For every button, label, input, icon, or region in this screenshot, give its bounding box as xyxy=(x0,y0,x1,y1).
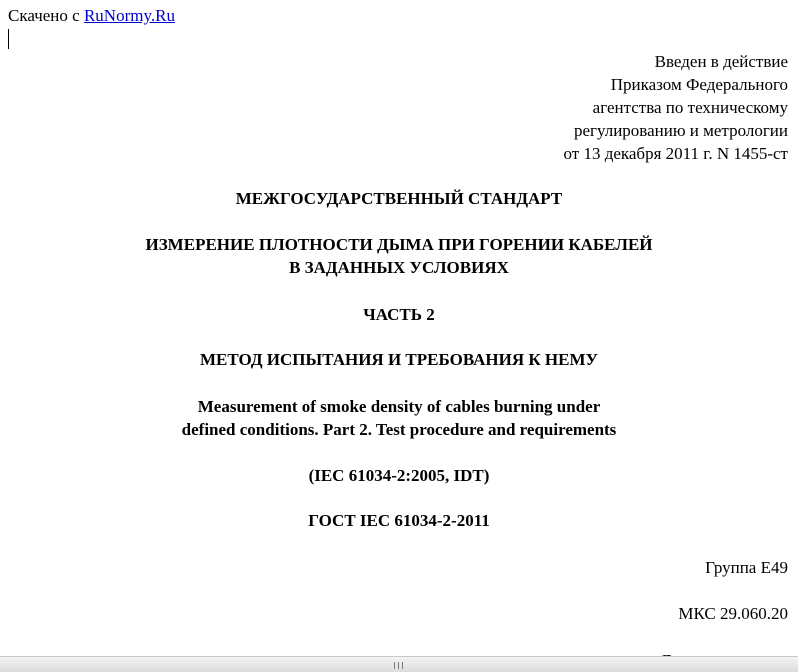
source-link[interactable]: RuNormy.Ru xyxy=(83,6,175,25)
title-ru-line1: ИЗМЕРЕНИЕ ПЛОТНОСТИ ДЫМА ПРИ ГОРЕНИИ КАБЕЛЕЙ xyxy=(145,235,653,254)
text-caret xyxy=(8,29,9,49)
enactment-line: Введен в действие xyxy=(654,52,788,71)
enactment-line: Приказом Федерального xyxy=(610,75,788,94)
horizontal-scrollbar[interactable] xyxy=(0,656,798,672)
enactment-line: регулированию и метрологии xyxy=(573,121,788,140)
enactment-line: агентства по техническому xyxy=(592,98,788,117)
download-source-line xyxy=(8,6,175,26)
title-en-line2: defined conditions. Part 2. Test procedure and requirements xyxy=(181,420,617,439)
scrollbar-grip-icon[interactable] xyxy=(394,662,405,669)
title-en-line1: Measurement of smoke density of cables burning under xyxy=(197,397,601,416)
enactment-line: от 13 декабря 2011 г. N 1455-ст xyxy=(563,144,788,163)
classification-group: Группа Е49 xyxy=(705,558,788,577)
title-ru-line2: В ЗАДАННЫХ УСЛОВИЯХ xyxy=(289,258,509,277)
subtitle-ru: МЕТОД ИСПЫТАНИЯ И ТРЕБОВАНИЯ К НЕМУ xyxy=(199,350,599,369)
download-prefix: Скачено с xyxy=(8,6,80,25)
mks-code: МКС 29.060.20 xyxy=(678,604,788,623)
iec-reference: (IEC 61034-2:2005, IDT) xyxy=(308,466,490,485)
standard-type: МЕЖГОСУДАРСТВЕННЫЙ СТАНДАРТ xyxy=(235,189,563,208)
part-number: ЧАСТЬ 2 xyxy=(363,305,435,324)
gost-identifier: ГОСТ IEC 61034-2-2011 xyxy=(308,511,490,530)
